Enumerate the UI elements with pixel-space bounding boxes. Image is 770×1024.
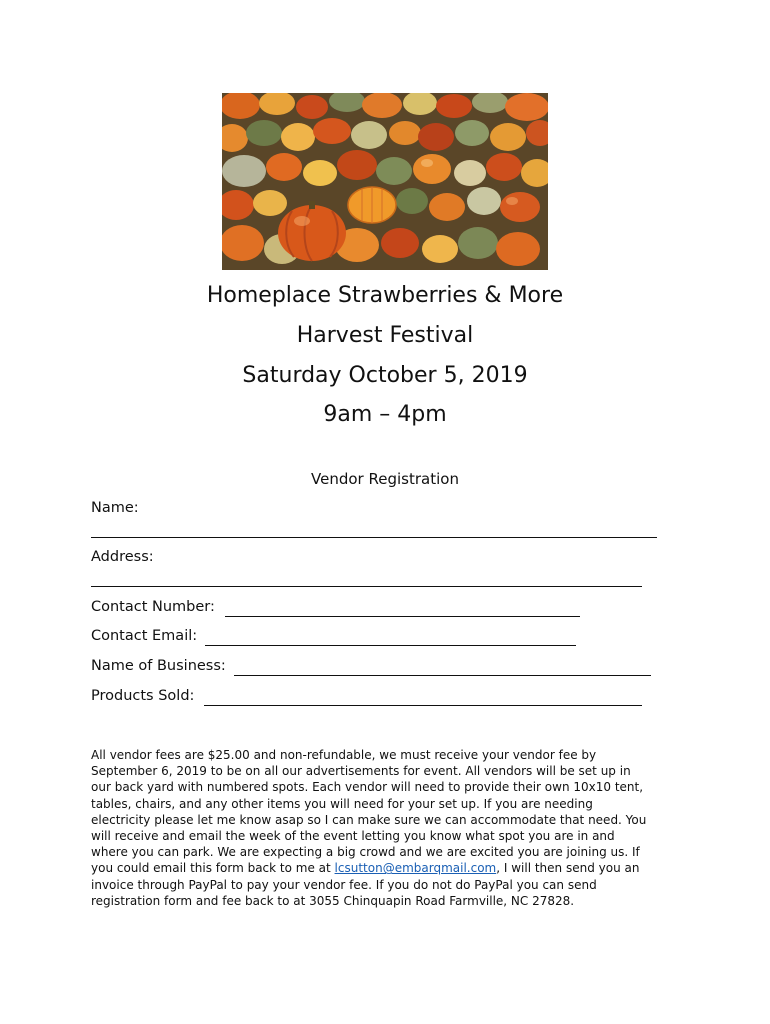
notice-line: invoice through PayPal to pay your vendor fee. If you do not do PayPal you can send (91, 877, 597, 892)
notice-text: you could email this form back to me at (91, 861, 335, 876)
notice-line: registration form and fee back to at 3055 Chinquapin Road Farmville, NC 27828. (91, 893, 575, 908)
business-name-label: Name of Business: (91, 658, 226, 674)
name-label: Name: (91, 500, 139, 516)
notice-line: where you can park. We are expecting a big crowd and we are excited you are joining us. If (91, 845, 640, 860)
notice-line (91, 860, 683, 876)
notice-line: tables, chairs, and any other items you will need for your set up. If you are needing (91, 796, 593, 811)
notice-line: electricity please let me know asap so I can make sure we can accommodate that need. You (91, 812, 647, 827)
event-subtitle: Harvest Festival (296, 323, 474, 348)
products-sold-label: Products Sold: (91, 688, 195, 704)
notice-line: will receive and email the week of the event letting you know what spot you are in and (91, 829, 615, 844)
notice-line: our back yard with numbered spots. Each vendor will need to provide their own 10x10 tent, (91, 780, 644, 795)
event-date: Saturday October 5, 2019 (242, 363, 528, 388)
address-label: Address: (91, 549, 154, 565)
contact-email-field-line[interactable] (205, 645, 576, 646)
notice-line: All vendor fees are $25.00 and non-refundable, we must receive your vendor fee by (91, 748, 597, 762)
name-field-line[interactable] (91, 537, 657, 538)
form-heading: Vendor Registration (311, 470, 459, 488)
business-name-field-line[interactable] (234, 675, 651, 676)
notice-text: , I will then send you an (496, 861, 640, 876)
contact-number-label: Contact Number: (91, 599, 215, 615)
contact-email-label: Contact Email: (91, 628, 198, 644)
event-hours: 9am – 4pm (323, 402, 447, 427)
event-title: Homeplace Strawberries & More (206, 283, 564, 308)
notice-line: September 6, 2019 to be on all our advertisements for event. All vendors will be set up in (91, 764, 631, 779)
vendor-notice (91, 747, 683, 909)
pumpkins-photo (222, 93, 548, 270)
contact-number-field-line[interactable] (225, 616, 580, 617)
products-sold-field-line[interactable] (204, 705, 642, 706)
email-link[interactable]: lcsutton@embarqmail.com (334, 861, 497, 876)
address-field-line[interactable] (91, 586, 642, 587)
pumpkins-illustration (222, 93, 548, 270)
